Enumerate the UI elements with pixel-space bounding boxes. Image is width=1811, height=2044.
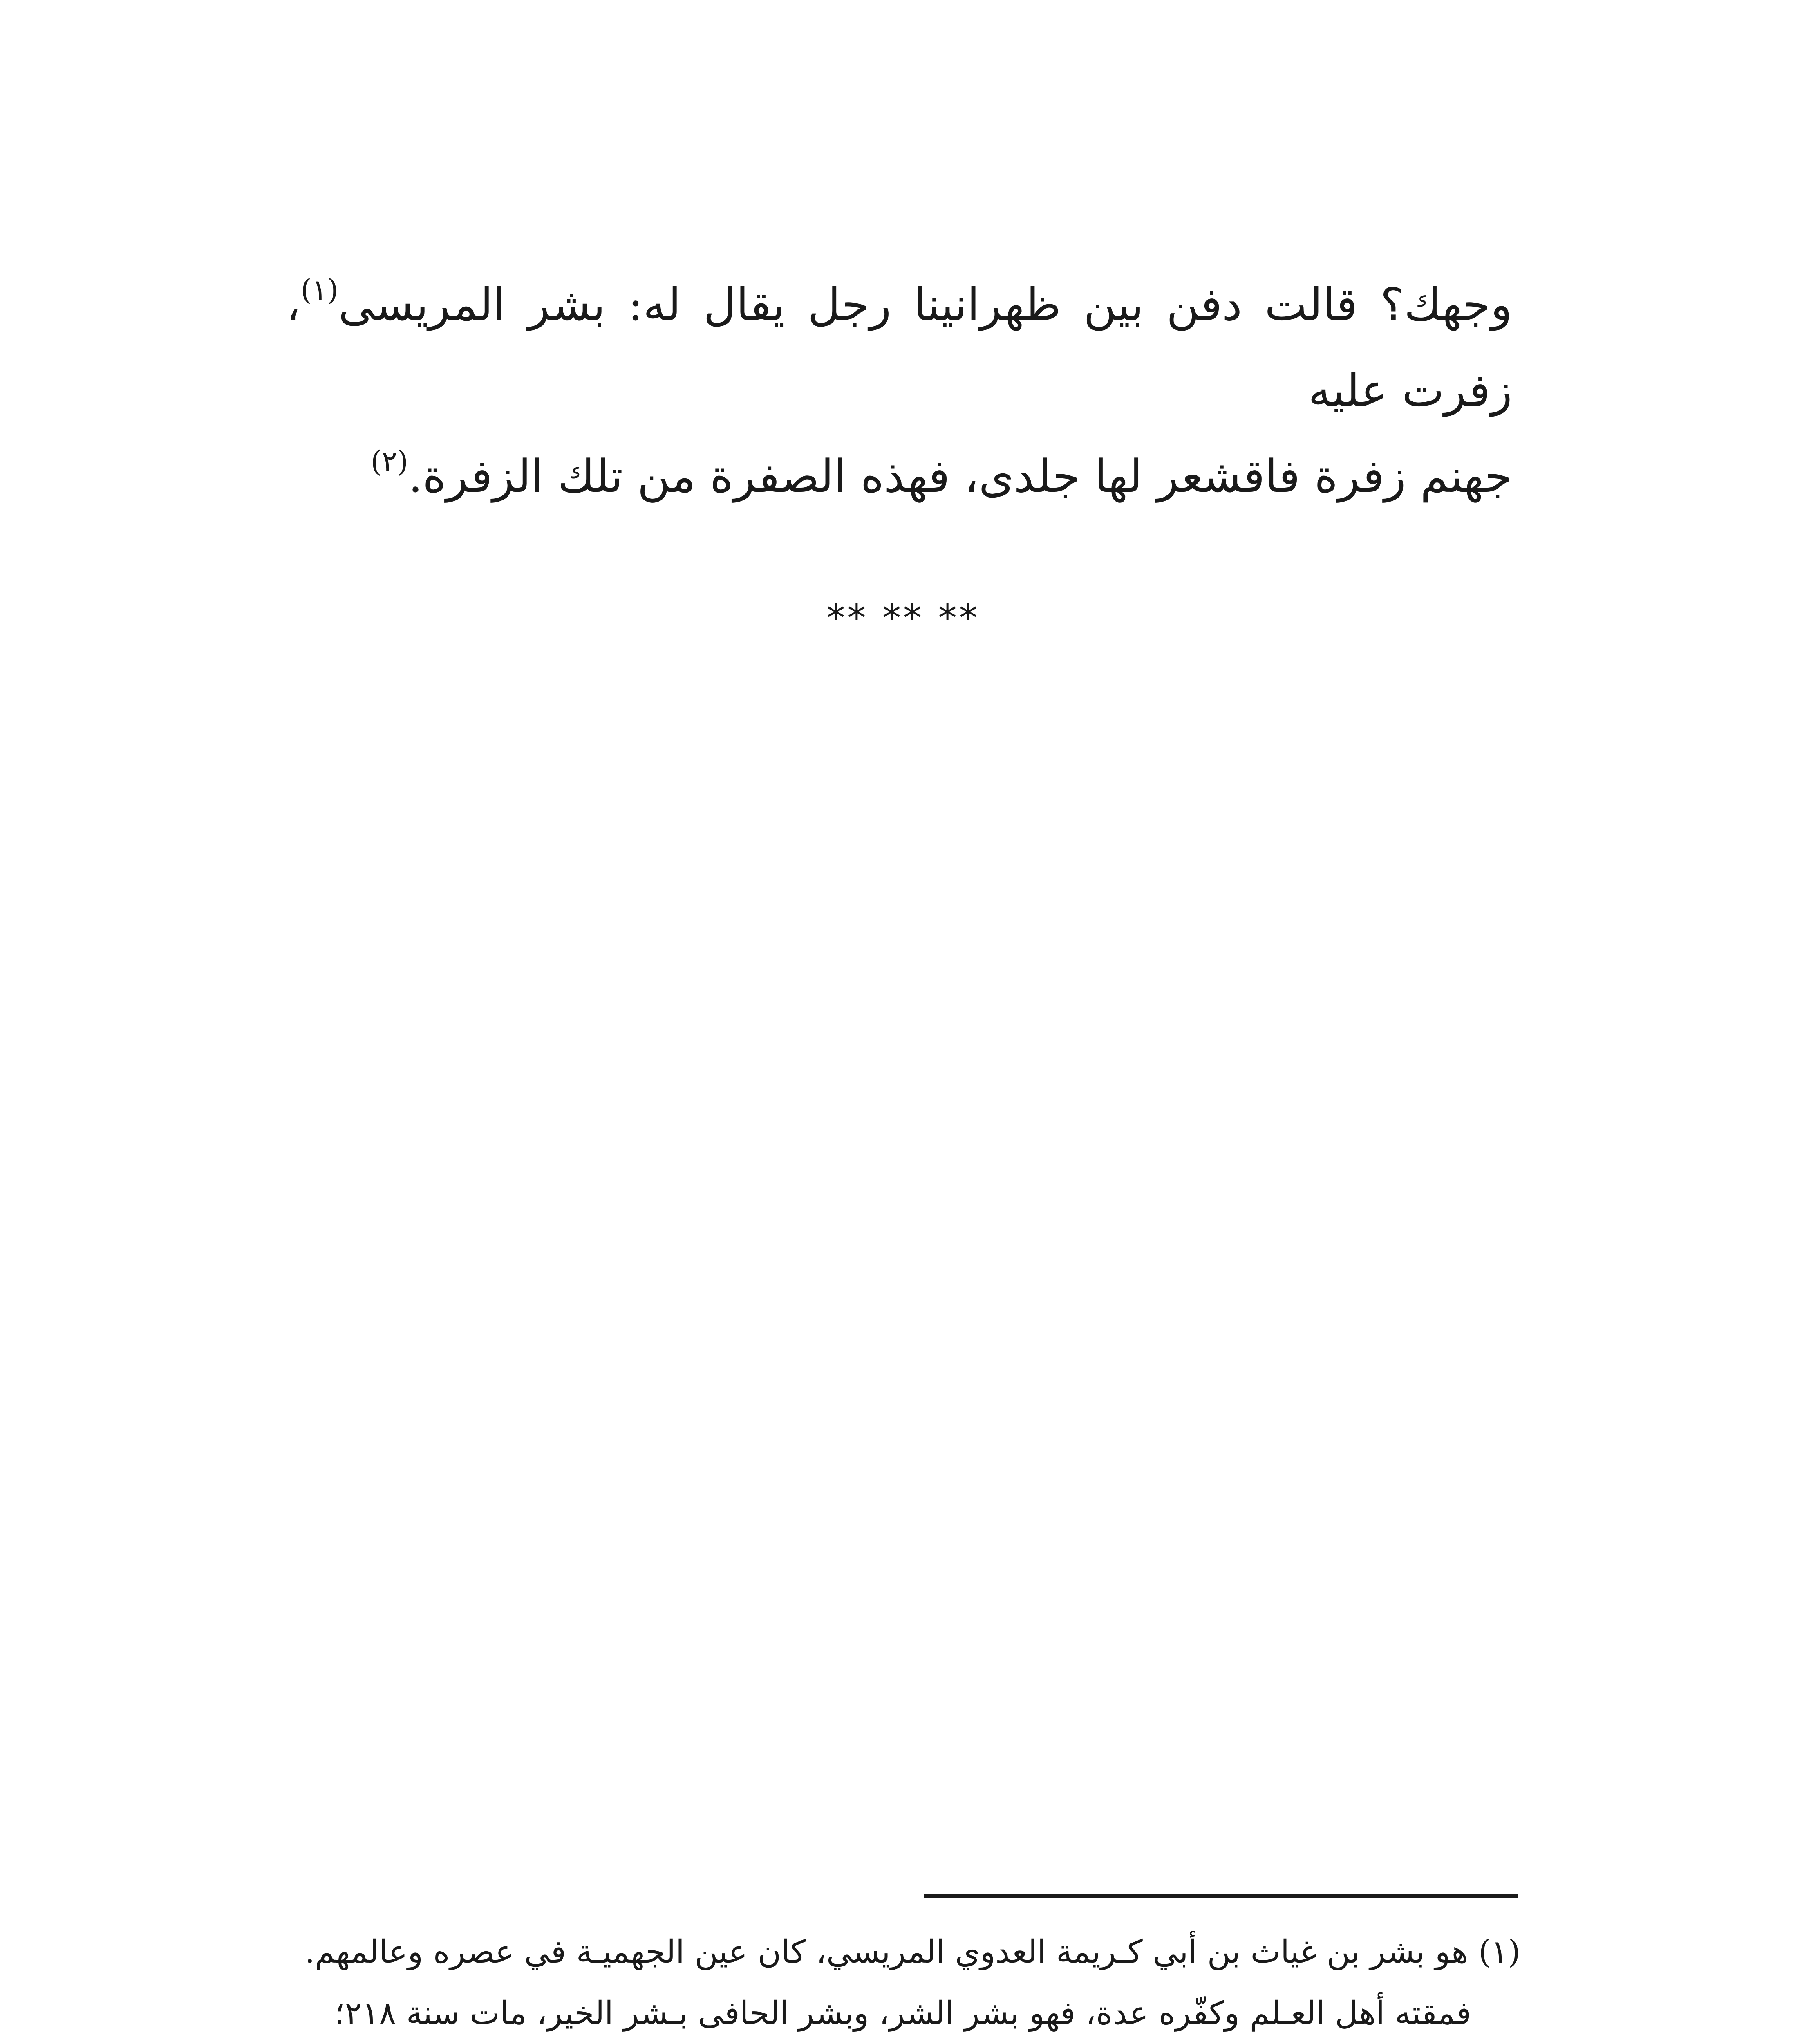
main-text-line-2 — [286, 433, 1512, 519]
section-separator: ** ** ** — [826, 597, 980, 640]
footnote-ref-2: (٢) — [370, 445, 408, 478]
main-text-line-1 — [286, 262, 1512, 433]
main-text-line-1-part-a: وجهك؟ قالت دفن بين ظهرانينا رجل يقال له: بشر المريسى — [338, 278, 1512, 331]
footnote-1-line-2: فمقته أهل العـلم وكفّره عدة، فهو بشر الشر، وبشر الحافى بـشر الخير، مات سنة ٢١٨؛ — [334, 1995, 1471, 2032]
footnotes-block — [286, 1921, 1520, 2044]
footnote-1-line-1: (١) هو بشر بن غياث بن أبي كـريمة العدوي المريسي، كان عين الجهميـة في عصره وعالمهم. — [304, 1934, 1520, 1970]
main-text-line-2-part-a: جهنم زفرة فاقشعر لها جلدى، فهذه الصفرة من تلك الزفرة. — [408, 450, 1512, 502]
footnote-ref-1: (١) — [300, 273, 338, 307]
main-text-block — [286, 262, 1512, 519]
footnote-divider — [924, 1894, 1518, 1898]
main-text-line-1-part-b: ، زفرت عليه — [286, 278, 1512, 417]
